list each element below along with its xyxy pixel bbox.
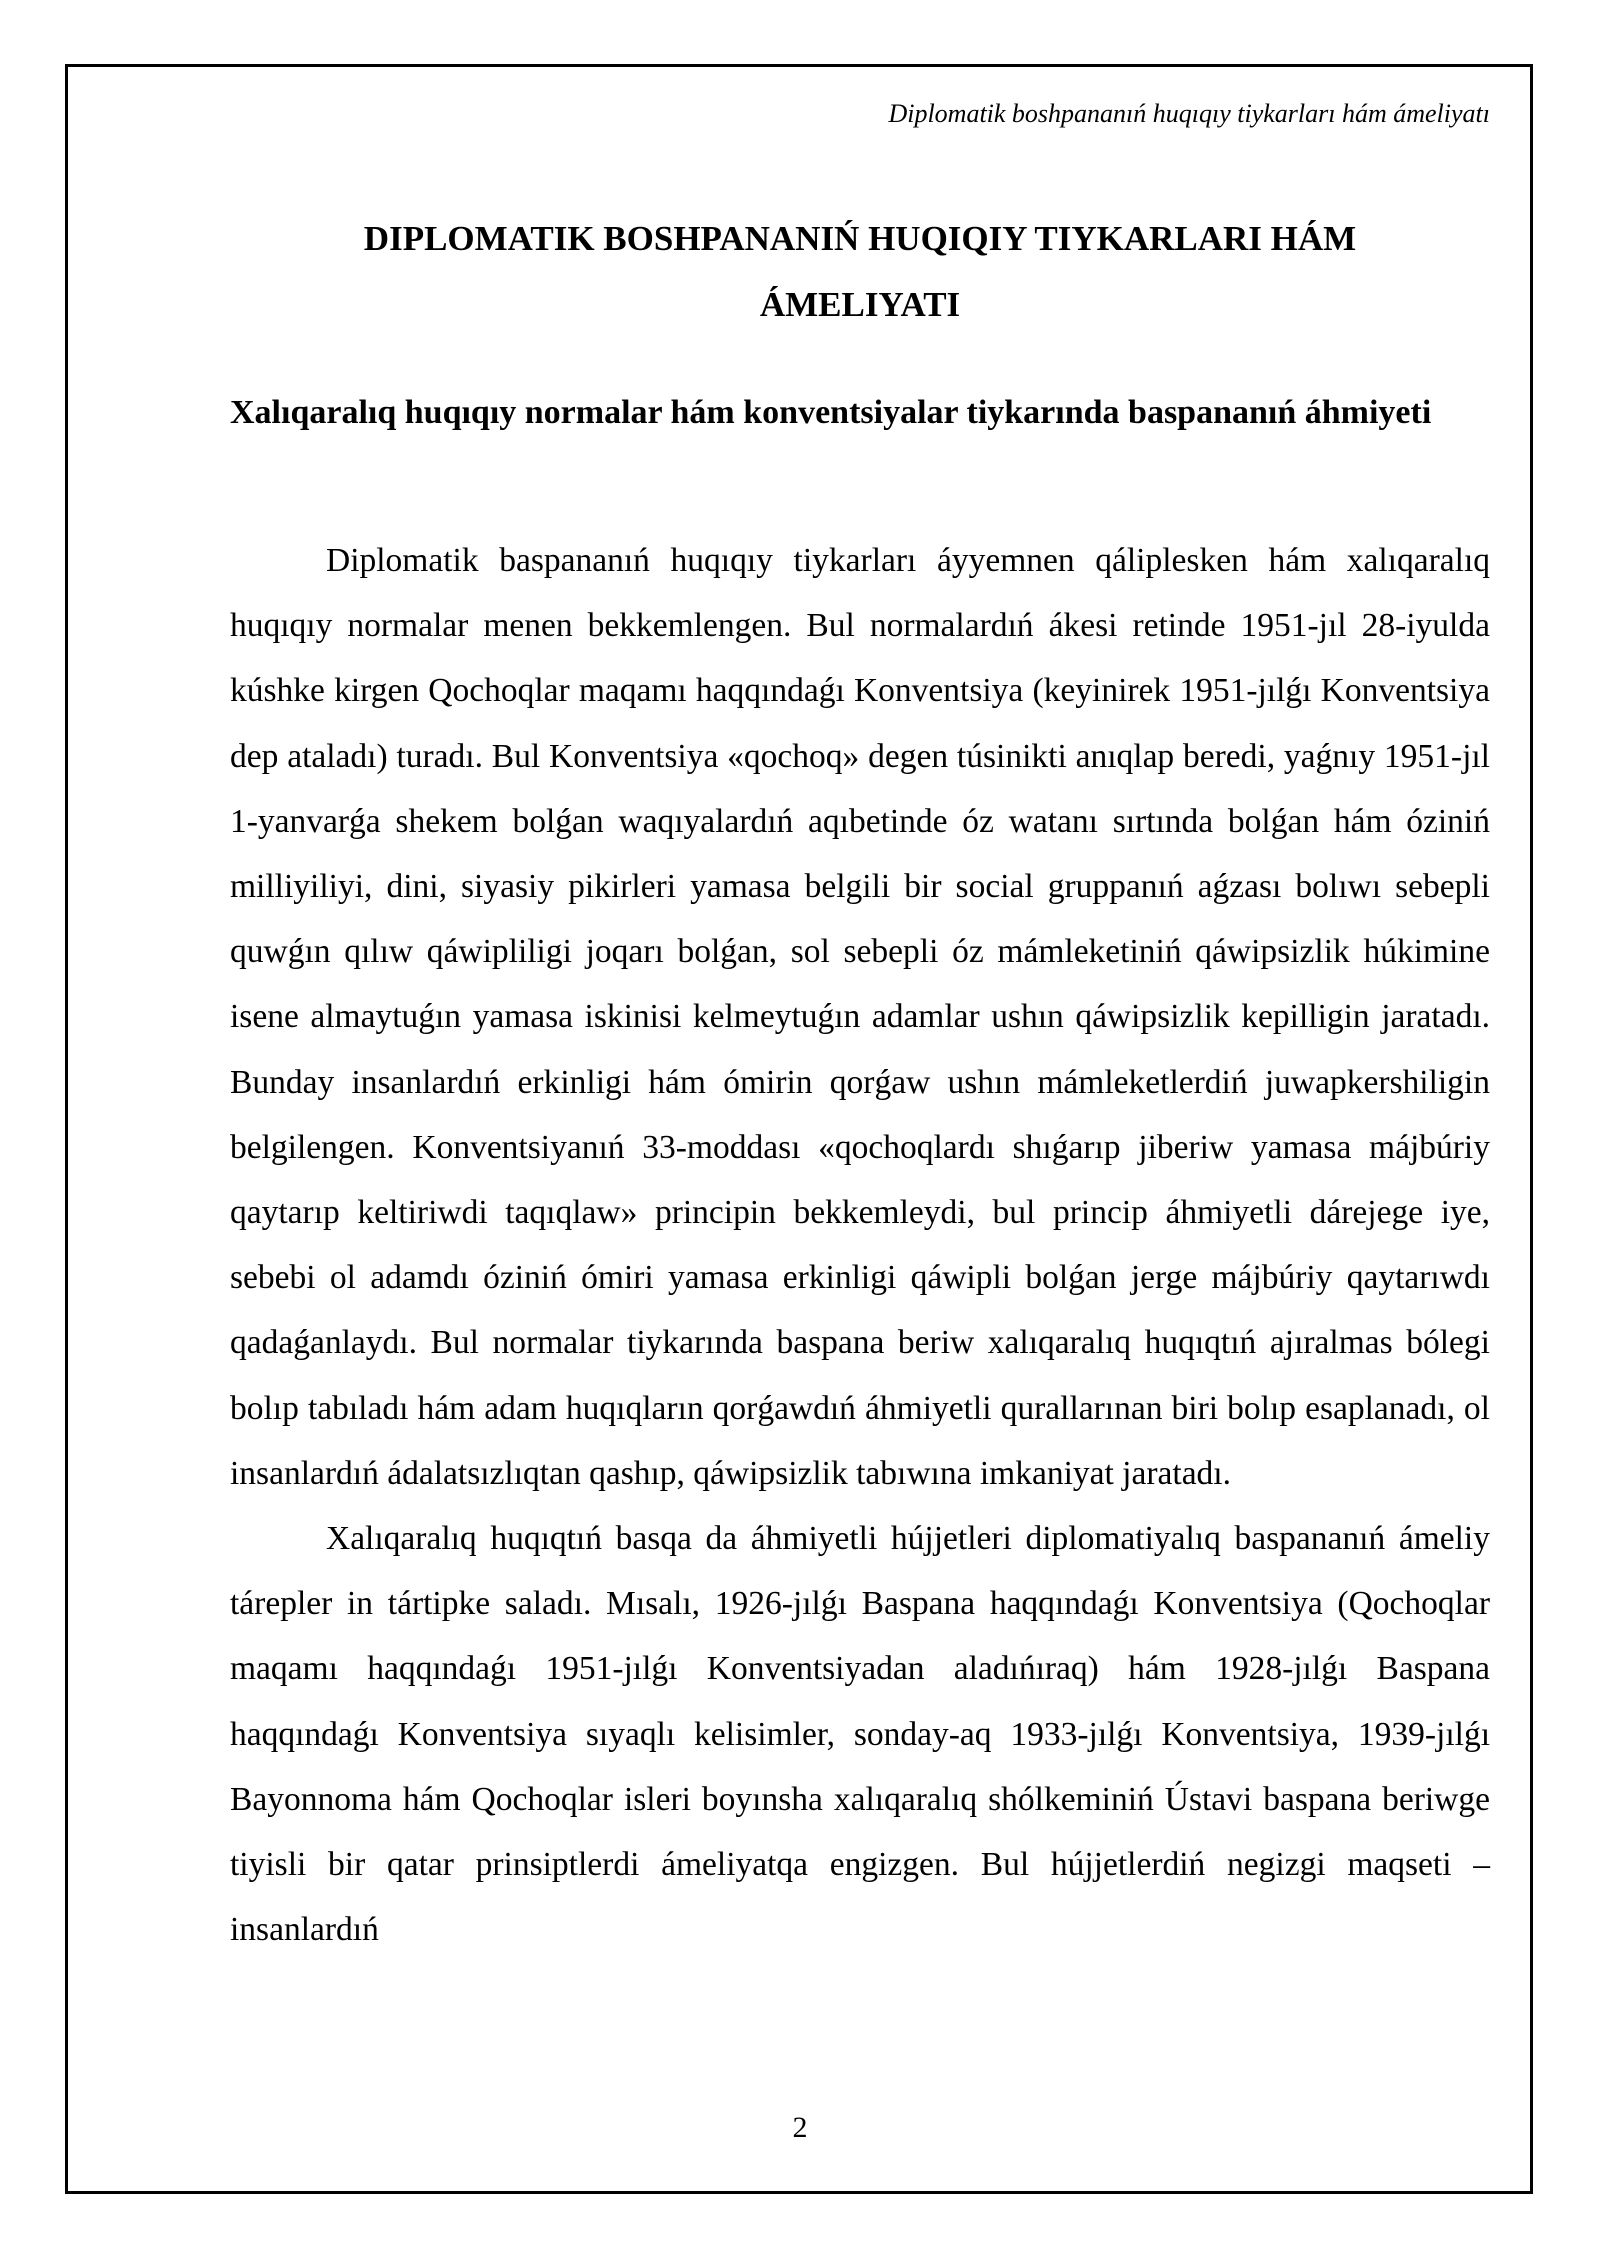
body-text (230, 528, 1490, 1962)
page-number: 2 (792, 2111, 808, 2144)
paragraph-1: Diplomatik baspananıń huqıqıy tiykarları áyyemnen qálipleskеn hám xalıqaralıq huqıqıy normalar menen bekkemlengen. Bul normalardıń ákesi retinde 1951-jıl 28-iyulda kúshke kirgen Qochoqlar maqamı haqqındaǵı Konventsiya (keyinirek 1951-jılǵı Konventsiya dep ataladı) turadı. Bul Konventsiya «qochoq» degen túsinikti anıqlap beredi, yaǵnıy 1951-jıl 1-yanvarǵa shekem bolǵan waqıyalardıń aqıbetinde óz watanı sırtında bolǵan hám óziniń milliyiliyi, dini, siyasiy pikirleri yamasa belgili bir social gruppanıń aǵzası bolıwı sebepli quwǵın qılıw qáwipliligi joqarı bolǵan, sol sebepli óz mámleketiniń qáwipsizlik húkimine isene almaytuǵın yamasa iskinisi kelmeytuǵın adamlar ushın qáwipsizlik kepilligin jaratadı. Bunday insanlardıń erkinligi hám ómirin qorǵaw ushın mámleketlerdiń juwapkershiligin belgilengen. Konventsiyanıń 33-moddası «qochoqlardı shıǵarıp jiberiw yamasa májbúriy qaytarıp keltiriwdi taqıqlaw» principin bekkemleydi, bul princip áhmiyetli dárejege iye, sebebi ol adamdı óziniń ómiri yamasa erkinligi qáwipli bolǵan jerge májbúriy qaytarıwdı qadaǵanlaydı. Bul normalar tiykarında baspana beriw xalıqaralıq huqıqtıń ajıralmas bólegi bolıp tabıladı hám adam huqıqların qorǵawdıń áhmiyetli qurallarınan biri bolıp esaplanadı, ol insanlardıń ádalatsızlıqtan qashıp, qáwipsizlik tabıwına imkaniyat jaratadı. (230, 542, 1490, 1492)
title-line-2: ÁMELIYATI (759, 285, 961, 324)
document-title (230, 206, 1490, 338)
paragraph-2: Xalıqaralıq huqıqtıń basqa da áhmiyetli hújjetleri diplomatiyalıq baspananıń ámeliy tárepler in tártipke saladı. Mısalı, 1926-jılǵı Baspana haqqındaǵı Konventsiya (Qochoqlar maqamı haqqındaǵı 1951-jılǵı Konventsiyadan aladıńıraq) hám 1928-jılǵı Baspana haqqındaǵı Konventsiya sıyaqlı kelisimler, sonday-aq 1933-jılǵı Konventsiya, 1939-jılǵı Bayonnoma hám Qochoqlar isleri boyınsha xalıqaralıq shólkeminiń Ústavi baspana beriwge tiyisli bir qatar prinsiptlerdi ámeliyatqa engizgen. Bul hújjetlerdiń negizgi maqseti – insanlardıń (230, 1520, 1490, 1949)
title-line-1: DIPLOMATIK BOSHPANANIŃ HUQIQIY TIYKARLARI HÁM (363, 219, 1357, 258)
section-heading: Xalıqaralıq huqıqıy normalar hám konventsiyalar tiykarında baspananıń áhmiyeti (230, 394, 1432, 431)
running-header: Diplomatik boshpananıń huqıqıy tiykarları hám ámeliyatı (888, 99, 1490, 128)
